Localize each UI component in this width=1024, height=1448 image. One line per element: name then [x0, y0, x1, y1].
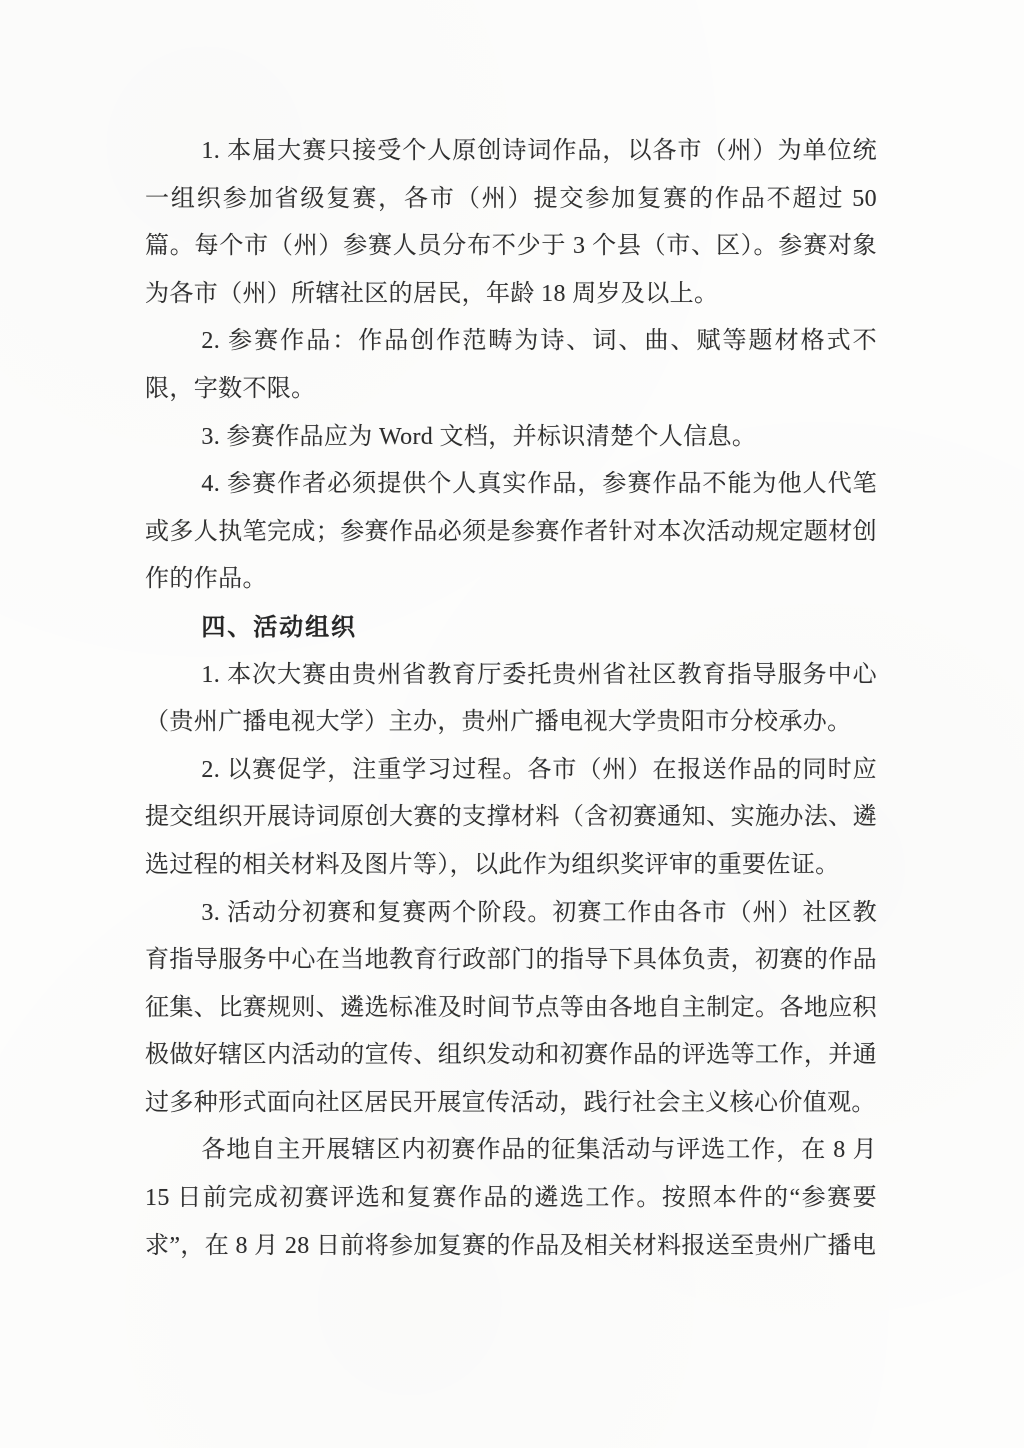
paragraph-rule-2-work-categories: 2. 参赛作品：作品创作范畴为诗、词、曲、赋等题材格式不限，字数不限。	[145, 328, 877, 402]
paragraph-rule-1-original-works: 1. 本届大赛只接受个人原创诗词作品，以各市（州）为单位统一组织参加省级复赛，各市（州）提交参加复赛的作品不超过 50 篇。每个市（州）参赛人员分布不少于 3 个县（市、区）。参赛对象为各市（州）所辖社区的居民，年龄 18 周岁及以上。	[145, 138, 877, 307]
paragraph-org-3-two-stage-contest: 3. 活动分初赛和复赛两个阶段。初赛工作由各市（州）社区教育指导服务中心在当地教育行政部门的指导下具体负责，初赛的作品征集、比赛规则、遴选标准及时间节点等由各地自主制定。各地应积极做好辖区内活动的宣传、组织发动和初赛作品的评选等工作，并通过多种形式面向社区居民开展宣传活动，践行社会主义核心价值观。	[145, 899, 877, 1116]
section-heading-activity-organization: 四、活动组织	[201, 613, 357, 641]
document-body	[145, 128, 877, 1270]
paragraph-rule-3-word-document-format: 3. 参赛作品应为 Word 文档，并标识清楚个人信息。	[201, 423, 757, 450]
paragraph-org-4-deadlines-submission: 各地自主开展辖区内初赛作品的征集活动与评选工作，在 8 月 15 日前完成初赛评选和复赛作品的遴选工作。按照本件的“参赛要求”，在 8 月 28 日前将参加复赛的作品及相关材料报送至贵州广播电	[145, 1137, 877, 1259]
paragraph-rule-4-authenticity: 4. 参赛作者必须提供个人真实作品，参赛作品不能为他人代笔或多人执笔完成；参赛作品必须是参赛作者针对本次活动规定题材创作的作品。	[145, 471, 877, 593]
paragraph-org-1-host-organizers: 1. 本次大赛由贵州省教育厅委托贵州省社区教育指导服务中心（贵州广播电视大学）主办，贵州广播电视大学贵阳市分校承办。	[145, 661, 877, 736]
paragraph-org-2-supporting-materials: 2. 以赛促学，注重学习过程。各市（州）在报送作品的同时应提交组织开展诗词原创大赛的支撑材料（含初赛通知、实施办法、遴选过程的相关材料及图片等），以此作为组织奖评审的重要佐证。	[145, 756, 877, 878]
